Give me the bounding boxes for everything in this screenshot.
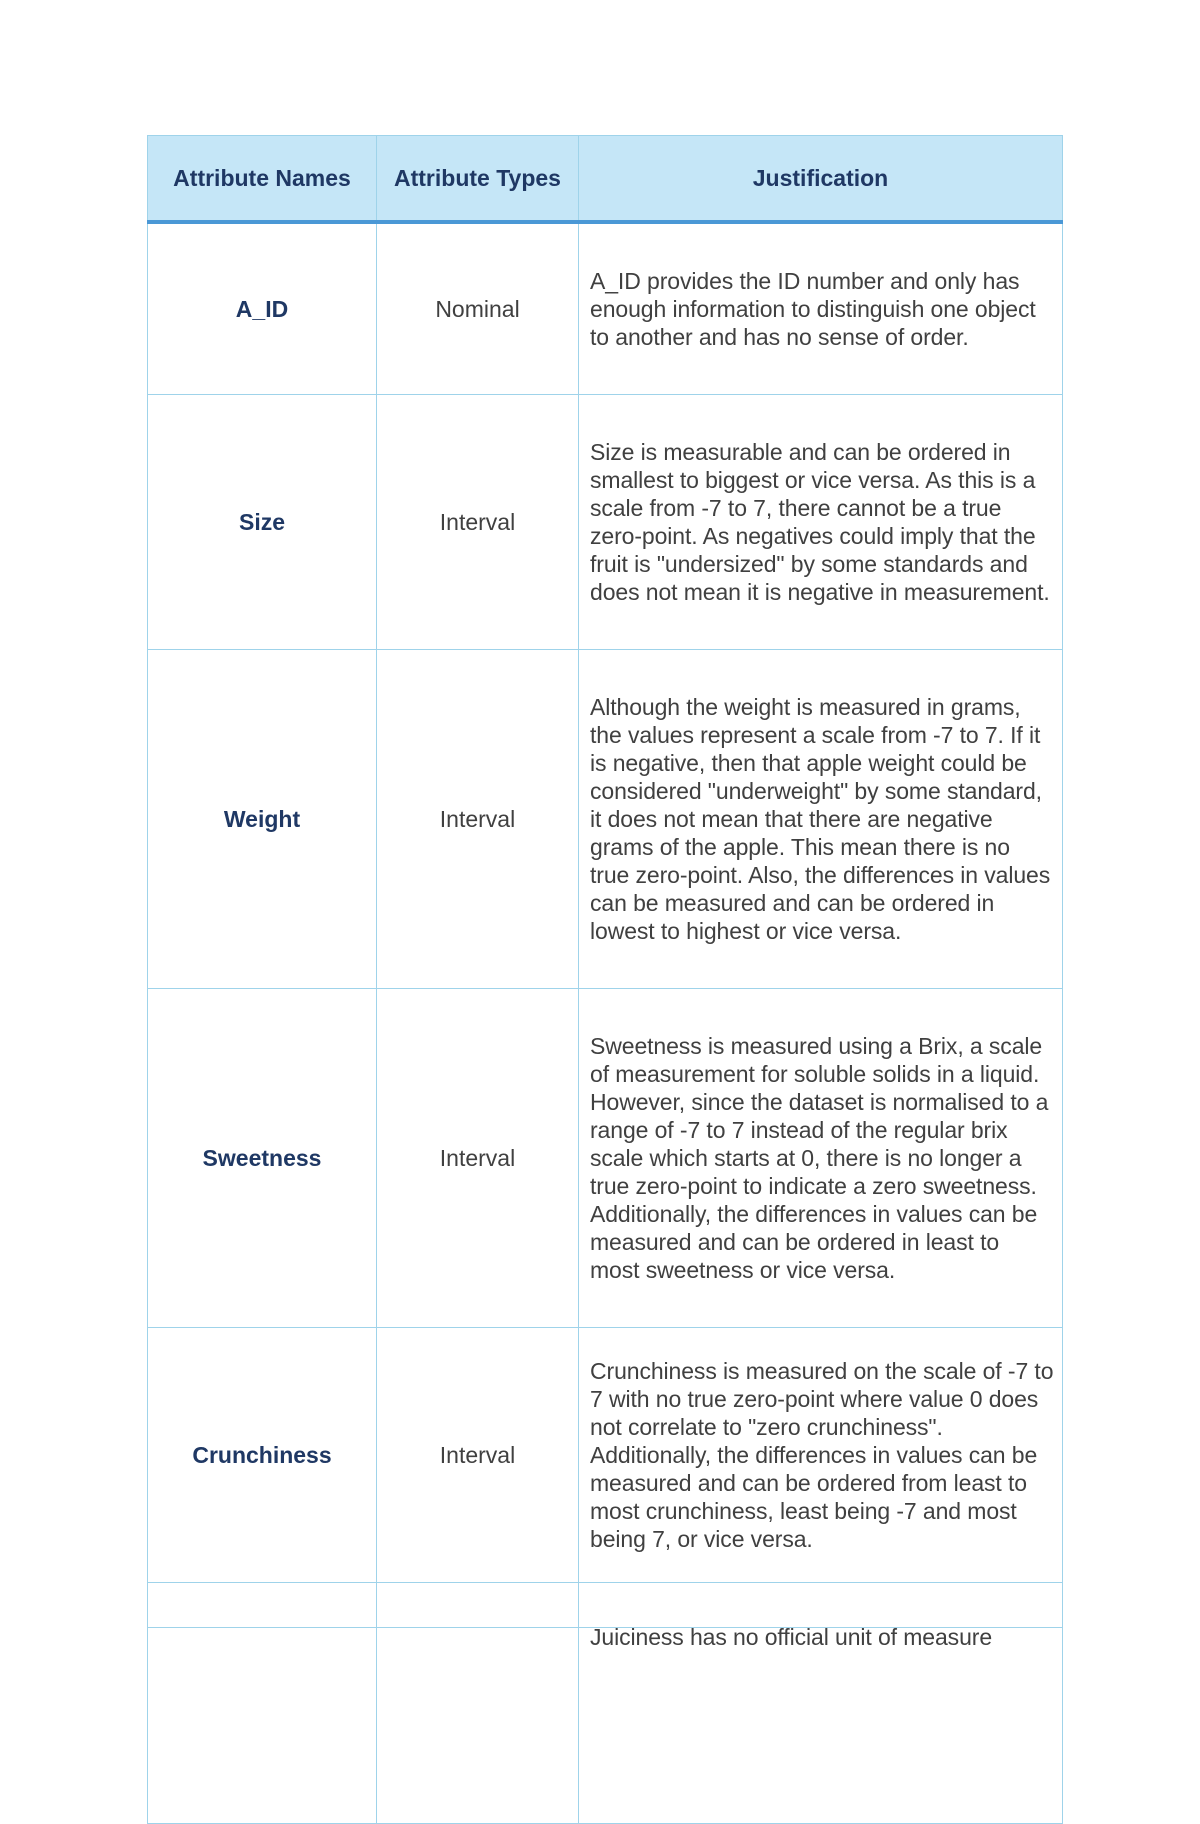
attribute-type-cell: Interval [377,989,579,1328]
justification-cell: Crunchiness is measured on the scale of -7 to 7 with no true zero-point where value 0 does not correlate to "zero crunchiness". Additionally, the differences in values can be measured and can be ordered from least to most crunchiness, least being -7 and most being 7, or vice versa. [579,1328,1063,1583]
table-row [148,1583,1063,1824]
table-row [148,222,1063,395]
justification-cell: Sweetness is measured using a Brix, a scale of measurement for soluble solids in a liquid. However, since the dataset is normalised to a range of -7 to 7 instead of the regular brix scale which starts at 0, there is no longer a true zero-point to indicate a zero sweetness. Additionally, the differences in values can be measured and can be ordered in least to most sweetness or vice versa. [579,989,1063,1328]
justification-cell: Although the weight is measured in grams, the values represent a scale from -7 to 7. If it is negative, then that apple weight could be considered "underweight" by some standard, it does not mean that there are negative grams of the apple. This mean there is no true zero-point. Also, the differences in values can be measured and can be ordered in lowest to highest or vice versa. [579,650,1063,989]
attribute-name-cell: Crunchiness [148,1328,377,1583]
attribute-name-cell [148,1583,377,1824]
attribute-type-cell: Interval [377,1328,579,1583]
attribute-name-cell: Sweetness [148,989,377,1328]
attribute-type-cell: Interval [377,650,579,989]
table-row [148,989,1063,1328]
table-header-row [148,136,1063,223]
attribute-table-container [147,135,1062,1650]
attribute-type-cell: Nominal [377,222,579,395]
attribute-name-cell: Size [148,395,377,650]
justification-cell: Size is measurable and can be ordered in smallest to biggest or vice versa. As this is a scale from -7 to 7, there cannot be a true zero-point. As negatives could imply that the fruit is "undersized" by some standards and does not mean it is negative in measurement. [579,395,1063,650]
justification-cell: A_ID provides the ID number and only has enough information to distinguish one object to another and has no sense of order. [579,222,1063,395]
table-row [148,1328,1063,1583]
attribute-name-cell: A_ID [148,222,377,395]
header-justification: Justification [579,136,1063,223]
table-row [148,650,1063,989]
attribute-type-cell [377,1583,579,1824]
attribute-name-cell: Weight [148,650,377,989]
justification-cell: Juiciness has no official unit of measure [579,1583,1063,1824]
table-row [148,395,1063,650]
header-attribute-names: Attribute Names [148,136,377,223]
header-attribute-types: Attribute Types [377,136,579,223]
attribute-table [147,135,1063,1824]
attribute-type-cell: Interval [377,395,579,650]
